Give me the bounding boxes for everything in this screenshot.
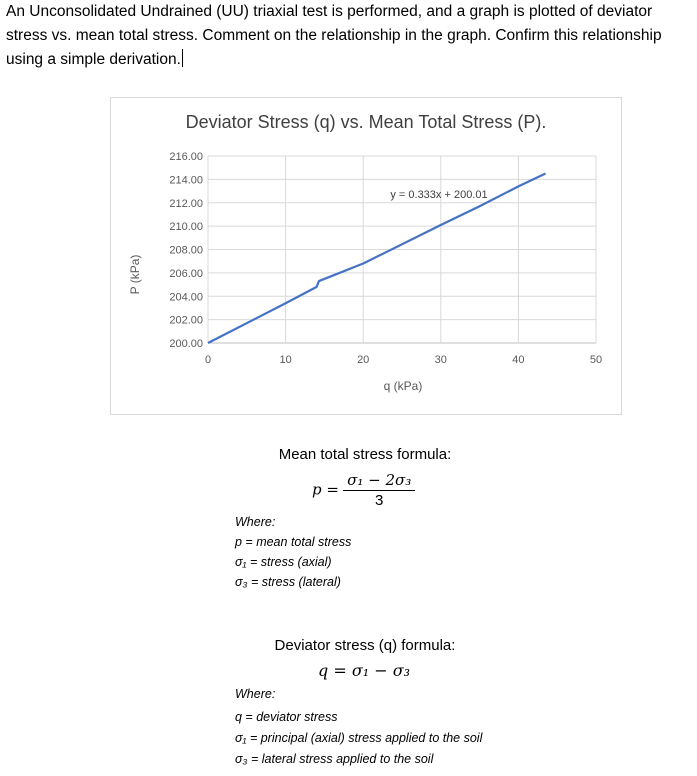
mean-where-label: Where:	[235, 515, 276, 529]
mean-formula-lhs: p =	[312, 480, 339, 499]
trendline-equation: y = 0.333x + 200.01	[390, 189, 488, 202]
mean-def-sigma1: σ₁ = stress (axial)	[235, 555, 332, 569]
x-tick-label: 20	[357, 354, 370, 366]
mean-def-p: p = mean total stress	[235, 535, 352, 549]
chart-title: Deviator Stress (q) vs. Mean Total Stress (P).	[185, 112, 547, 132]
mean-formula-denominator: 3	[375, 492, 384, 509]
mean-formula-numerator: σ₁ − 2σ₃	[343, 470, 415, 491]
mean-formula-equation	[312, 470, 415, 511]
question-text[interactable]	[6, 0, 694, 72]
y-tick-label: 210.00	[169, 221, 203, 234]
y-axis-label: P (kPa)	[128, 254, 142, 295]
y-tick-label: 206.00	[169, 267, 203, 280]
x-axis-label: q (kPa)	[383, 379, 423, 393]
x-tick-label: 10	[279, 354, 292, 366]
y-tick-label: 212.00	[169, 197, 203, 210]
x-tick-label: 30	[434, 354, 447, 366]
chart-container[interactable]	[110, 97, 622, 415]
question-body: An Unconsolidated Undrained (UU) triaxial test is performed, and a graph is plotted of deviator stress vs. mean total stress. Comment on the relationship in the graph. Confirm this relationship using a simple derivation.	[6, 3, 662, 68]
deviator-def-q: q = deviator stress	[235, 710, 338, 724]
text-cursor	[182, 49, 183, 67]
y-tick-label: 214.00	[169, 174, 203, 187]
y-tick-label: 216.00	[169, 151, 203, 163]
deviator-def-sigma3: σ₃ = lateral stress applied to the soil	[235, 752, 434, 766]
deviator-where-label: Where:	[235, 687, 276, 701]
deviator-def-sigma1: σ₁ = principal (axial) stress applied to the soil	[235, 731, 483, 745]
x-tick-label: 50	[589, 354, 603, 366]
mean-formula-fraction	[343, 470, 415, 511]
chart-plot	[111, 98, 621, 414]
deviator-formula-equation: q = σ₁ − σ₃	[318, 661, 411, 680]
mean-def-sigma3: σ₃ = stress (lateral)	[235, 575, 341, 589]
mean-formula-heading: Mean total stress formula:	[278, 446, 452, 463]
y-tick-label: 200.00	[169, 338, 203, 350]
x-tick-label: 40	[512, 354, 525, 366]
x-tick-label: 0	[204, 354, 212, 366]
y-tick-label: 204.00	[169, 291, 203, 304]
y-tick-label: 202.00	[169, 314, 203, 327]
y-tick-label: 208.00	[169, 244, 203, 257]
deviator-formula-heading: Deviator stress (q) formula:	[274, 637, 456, 654]
data-series-line	[208, 174, 546, 343]
